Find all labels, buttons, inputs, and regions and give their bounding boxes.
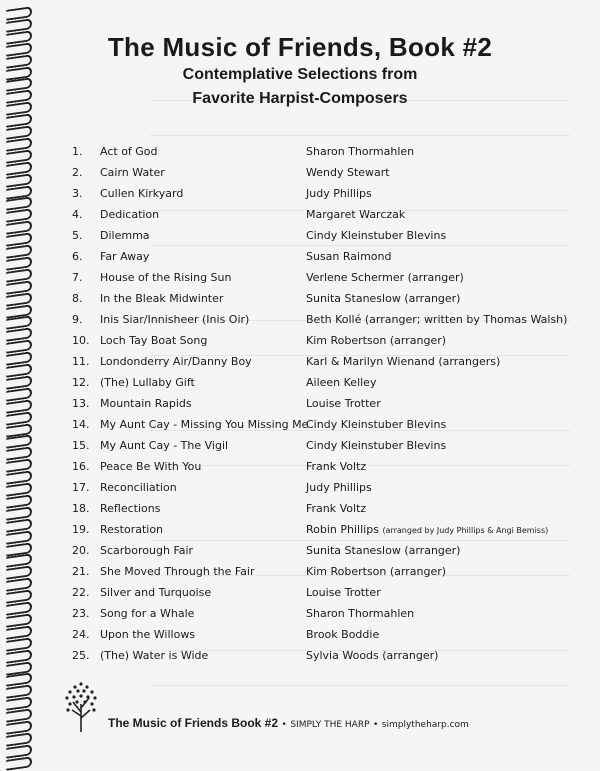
song-title: Upon the Willows xyxy=(100,628,196,641)
song-composer-note: (arranged by Judy Phillips & Angi Bemiss) xyxy=(382,526,549,535)
song-title: Dedication xyxy=(100,208,160,221)
footer-website: simplytheharp.com xyxy=(381,720,469,730)
list-item xyxy=(0,292,600,313)
list-item xyxy=(0,649,600,670)
list-item xyxy=(0,502,600,523)
list-item xyxy=(0,208,600,229)
song-number: 23. xyxy=(72,607,90,620)
song-number: 13. xyxy=(72,397,90,410)
song-number: 25. xyxy=(72,649,90,662)
song-composer: Sunita Staneslow (arranger) xyxy=(306,292,461,305)
list-item xyxy=(0,544,600,565)
book-subtitle-line1: Contemplative Selections from xyxy=(182,66,418,83)
song-composer: Verlene Schermer (arranger) xyxy=(306,271,464,284)
song-number: 6. xyxy=(72,250,83,263)
song-title: Cairn Water xyxy=(100,166,165,179)
song-number: 8. xyxy=(72,292,83,305)
song-composer: Wendy Stewart xyxy=(306,166,390,179)
song-composer: Cindy Kleinstuber Blevins xyxy=(306,229,447,242)
song-composer: Karl & Marilyn Wienand (arrangers) xyxy=(306,355,501,368)
song-title: Far Away xyxy=(100,250,150,263)
song-composer: Sylvia Woods (arranger) xyxy=(306,649,439,662)
song-title: My Aunt Cay - Missing You Missing Me xyxy=(100,418,309,431)
list-item xyxy=(0,607,600,628)
song-composer: Kim Robertson (arranger) xyxy=(306,334,447,347)
song-title: Dilemma xyxy=(100,229,150,242)
song-title: Scarborough Fair xyxy=(100,544,194,557)
list-item xyxy=(0,271,600,292)
song-title: Cullen Kirkyard xyxy=(100,187,184,200)
song-number: 3. xyxy=(72,187,83,200)
list-item xyxy=(0,376,600,397)
song-number: 5. xyxy=(72,229,83,242)
song-composer: Sunita Staneslow (arranger) xyxy=(306,544,461,557)
song-composer: Judy Phillips xyxy=(306,481,372,494)
song-composer: Louise Trotter xyxy=(306,586,381,599)
book-title: The Music of Friends, Book #2 xyxy=(107,32,493,62)
song-title: House of the Rising Sun xyxy=(100,271,232,284)
footer-publisher: SIMPLY THE HARP xyxy=(290,720,370,730)
list-item xyxy=(0,586,600,607)
list-item xyxy=(0,523,600,544)
list-item xyxy=(0,439,600,460)
footer-separator: • xyxy=(373,720,379,730)
book-subtitle-line2: Favorite Harpist-Composers xyxy=(192,90,408,107)
song-composer: Louise Trotter xyxy=(306,397,381,410)
song-composer: Sharon Thormahlen xyxy=(306,607,415,620)
song-title: Loch Tay Boat Song xyxy=(100,334,208,347)
song-number: 2. xyxy=(72,166,83,179)
song-title: Silver and Turquoise xyxy=(100,586,212,599)
list-item xyxy=(0,229,600,250)
song-number: 24. xyxy=(72,628,90,641)
song-composer: Kim Robertson (arranger) xyxy=(306,565,447,578)
song-number: 15. xyxy=(72,439,90,452)
song-composer: Brook Boddie xyxy=(306,628,380,641)
song-number: 10. xyxy=(72,334,90,347)
list-item xyxy=(0,250,600,271)
list-item xyxy=(0,145,600,166)
song-composer: Margaret Warczak xyxy=(306,208,406,221)
song-title: Inis Siar/Innisheer (Inis Oir) xyxy=(100,313,250,326)
song-composer-group xyxy=(306,523,548,536)
song-title: Peace Be With You xyxy=(100,460,202,473)
list-item xyxy=(0,418,600,439)
footer-book-title: The Music of Friends Book #2 xyxy=(108,716,279,730)
song-composer: Robin Phillips xyxy=(306,523,379,536)
list-item xyxy=(0,166,600,187)
song-number: 1. xyxy=(72,145,83,158)
list-item xyxy=(0,397,600,418)
song-composer: Cindy Kleinstuber Blevins xyxy=(306,439,447,452)
list-item xyxy=(0,313,600,334)
song-number: 4. xyxy=(72,208,83,221)
song-composer: Aileen Kelley xyxy=(306,376,377,389)
footer-separator: • xyxy=(281,720,287,730)
list-item xyxy=(0,187,600,208)
song-number: 7. xyxy=(72,271,83,284)
footer xyxy=(108,716,469,730)
list-item xyxy=(0,628,600,649)
song-number: 20. xyxy=(72,544,90,557)
song-number: 21. xyxy=(72,565,90,578)
song-title: My Aunt Cay - The Vigil xyxy=(100,439,229,452)
song-composer: Sharon Thormahlen xyxy=(306,145,415,158)
list-item xyxy=(0,460,600,481)
list-item xyxy=(0,334,600,355)
song-number: 12. xyxy=(72,376,90,389)
song-title: Restoration xyxy=(100,523,164,536)
song-title: Reconciliation xyxy=(100,481,177,494)
list-item xyxy=(0,481,600,502)
song-title: Londonderry Air/Danny Boy xyxy=(100,355,252,368)
song-title: Reflections xyxy=(100,502,161,515)
song-number: 14. xyxy=(72,418,90,431)
song-title: Song for a Whale xyxy=(100,607,195,620)
song-number: 11. xyxy=(72,355,90,368)
song-title: Mountain Rapids xyxy=(100,397,192,410)
song-title: (The) Lullaby Gift xyxy=(100,376,195,389)
song-title: Act of God xyxy=(100,145,158,158)
song-composer: Frank Voltz xyxy=(306,460,367,473)
song-title: She Moved Through the Fair xyxy=(100,565,255,578)
list-item xyxy=(0,355,600,376)
song-number: 19. xyxy=(72,523,90,536)
song-number: 16. xyxy=(72,460,90,473)
song-composer: Cindy Kleinstuber Blevins xyxy=(306,418,447,431)
song-composer: Beth Kollé (arranger; written by Thomas Walsh) xyxy=(306,313,568,326)
song-number: 17. xyxy=(72,481,90,494)
song-number: 9. xyxy=(72,313,83,326)
song-title: In the Bleak Midwinter xyxy=(100,292,224,305)
song-composer: Judy Phillips xyxy=(306,187,372,200)
song-title: (The) Water is Wide xyxy=(100,649,209,662)
list-item xyxy=(0,565,600,586)
song-composer: Susan Raimond xyxy=(306,250,392,263)
song-number: 22. xyxy=(72,586,90,599)
song-number: 18. xyxy=(72,502,90,515)
song-composer: Frank Voltz xyxy=(306,502,367,515)
tree-icon xyxy=(64,678,98,732)
